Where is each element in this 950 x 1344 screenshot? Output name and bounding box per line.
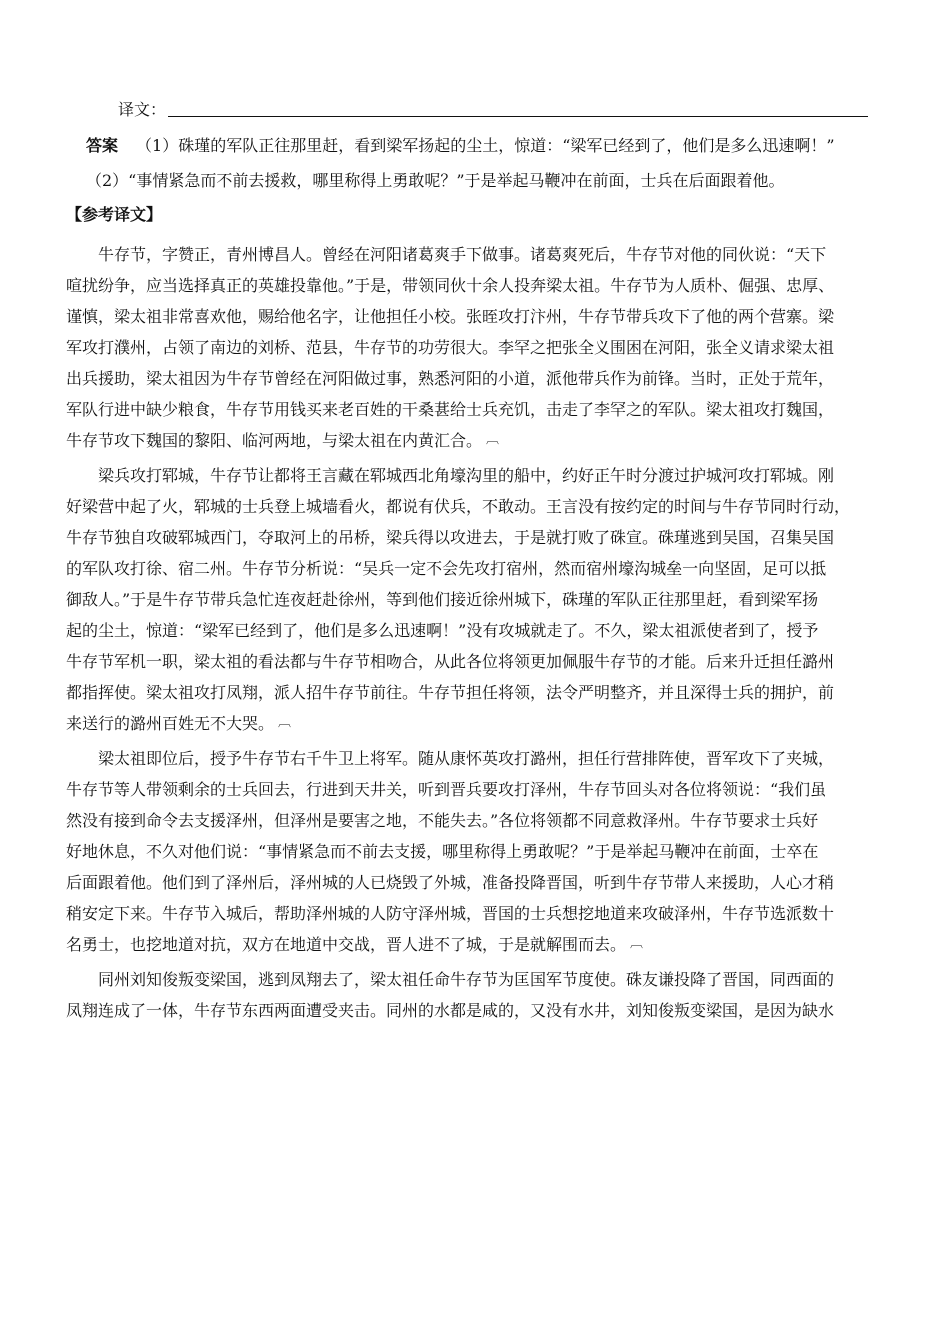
translation-label: 译文： xyxy=(118,100,167,119)
text-line xyxy=(66,929,890,962)
text-span: 来送行的潞州百姓无不大哭。 xyxy=(66,714,275,733)
text-line xyxy=(66,708,890,741)
paragraph-3 xyxy=(66,743,890,962)
text-span: 牛存节攻下魏国的黎阳、临河两地，与梁太祖在内黄汇合。 xyxy=(66,431,483,450)
answer-line-2: （2）“事情紧急而不前去援救，哪里称得上勇敢呢？”于是举起马鞭冲在前面，士兵在后面跟着他。 xyxy=(86,171,785,190)
text-line: 牛存节军机一职，梁太祖的看法都与牛存节相吻合，从此各位将领更加佩服牛存节的才能。后来升迁担任潞州 xyxy=(66,652,835,671)
translation-answer-blank xyxy=(168,100,868,117)
text-line: 好地休息，不久对他们说：“事情紧急而不前去支援，哪里称得上勇敢呢？”于是举起马鞭冲在前面，士卒在 xyxy=(66,842,819,861)
text-line: 稍安定下来。牛存节入城后，帮助泽州城的人防守泽州城，晋国的士兵想挖地道来攻破泽州，牛存节选派数十 xyxy=(66,904,835,923)
text-line: 梁太祖即位后，授予牛存节右千牛卫上将军。随从康怀英攻打潞州，担任行营排阵使，晋军攻下了夹城， xyxy=(98,749,835,768)
paragraph-1 xyxy=(66,239,890,458)
paragraph-2 xyxy=(66,460,890,741)
text-line: 喧扰纷争，应当选择真正的英雄投靠他。”于是，带领同伙十余人投奔梁太祖。牛存节为人质朴、倔强、忠厚、 xyxy=(66,276,835,295)
text-line xyxy=(66,425,890,458)
answer-line-1 xyxy=(66,136,890,156)
text-line: 牛存节独自攻破郓城西门，夺取河上的吊桥，梁兵得以攻进去，于是就打败了硃宣。硃瑾逃到吴国，召集吴国 xyxy=(66,528,835,547)
text-span: 名勇士，也挖地道对抗，双方在地道中交战，晋人进不了城，于是就解围而去。 xyxy=(66,935,627,954)
paragraph-end-mark: ︹ xyxy=(278,715,292,730)
text-line: 然没有接到命令去支援泽州，但泽州是要害之地，不能失去。”各位将领都不同意救泽州。牛存节要求士兵好 xyxy=(66,811,819,830)
answer-tag: 答案 xyxy=(86,136,119,155)
text-line: 起的尘土，惊道：“梁军已经到了，他们是多么迅速啊！”没有攻城就走了。不久，梁太祖派使者到了，授予 xyxy=(66,621,819,640)
paragraph-end-mark: ︹ xyxy=(630,936,644,951)
reference-translation xyxy=(66,239,890,1026)
text-line: 的军队攻打徐、宿二州。牛存节分析说：“吴兵一定不会先攻打宿州，然而宿州壕沟城垒一向坚固，足可以抵 xyxy=(66,559,827,578)
paragraph-end-mark: ︹ xyxy=(486,432,500,447)
text-line: 谨慎，梁太祖非常喜欢他，赐给他名字，让他担任小校。张晊攻打汴州，牛存节带兵攻下了他的两个营寨。梁 xyxy=(66,307,835,326)
reference-heading: 【参考译文】 xyxy=(66,205,163,224)
paragraph-4 xyxy=(66,964,890,1026)
translation-prompt xyxy=(66,98,890,120)
text-line: 军攻打濮州，占领了南边的刘桥、范县，牛存节的功劳很大。李罕之把张全义围困在河阳，张全义请求梁太祖 xyxy=(66,338,835,357)
text-line: 同州刘知俊叛变梁国，逃到凤翔去了，梁太祖任命牛存节为匡国军节度使。硃友谦投降了晋国，同西面的 xyxy=(98,970,835,989)
text-line: 御敌人。”于是牛存节带兵急忙连夜赶赴徐州，等到他们接近徐州城下，硃瑾的军队正往那里赶，看到梁军扬 xyxy=(66,590,819,609)
text-line: 牛存节，字赞正，青州博昌人。曾经在河阳诸葛爽手下做事。诸葛爽死后，牛存节对他的同伙说：“天下 xyxy=(98,245,827,264)
text-line: 凤翔连成了一体，牛存节东西两面遭受夹击。同州的水都是咸的，又没有水井，刘知俊叛变梁国，是因为缺水 xyxy=(66,1001,835,1020)
answer-text-1: （1）硃瑾的军队正往那里赶，看到梁军扬起的尘土，惊道：“梁军已经到了，他们是多么迅速啊！” xyxy=(136,136,835,155)
document-page xyxy=(66,98,890,1026)
text-line: 都指挥使。梁太祖攻打凤翔，派人招牛存节前往。牛存节担任将领，法令严明整齐，并且深得士兵的拥护，前 xyxy=(66,683,835,702)
text-line: 军队行进中缺少粮食，牛存节用钱买来老百姓的干桑葚给士兵充饥，击走了李罕之的军队。梁太祖攻打魏国， xyxy=(66,400,835,419)
text-line: 出兵援助，梁太祖因为牛存节曾经在河阳做过事，熟悉河阳的小道，派他带兵作为前锋。当时，正处于荒年， xyxy=(66,369,835,388)
text-line: 好梁营中起了火，郓城的士兵登上城墙看火，都说有伏兵，不敢动。王言没有按约定的时间与牛存节同时行动， xyxy=(66,497,851,516)
text-line: 梁兵攻打郓城，牛存节让都将王言藏在郓城西北角壕沟里的船中，约好正午时分渡过护城河攻打郓城。刚 xyxy=(98,466,835,485)
text-line: 后面跟着他。他们到了泽州后，泽州城的人已烧毁了外城，准备投降晋国，听到牛存节带人来援助，人心才稍 xyxy=(66,873,835,892)
text-line: 牛存节等人带领剩余的士兵回去，行进到天井关，听到晋兵要攻打泽州，牛存节回头对各位将领说：“我们虽 xyxy=(66,780,827,799)
